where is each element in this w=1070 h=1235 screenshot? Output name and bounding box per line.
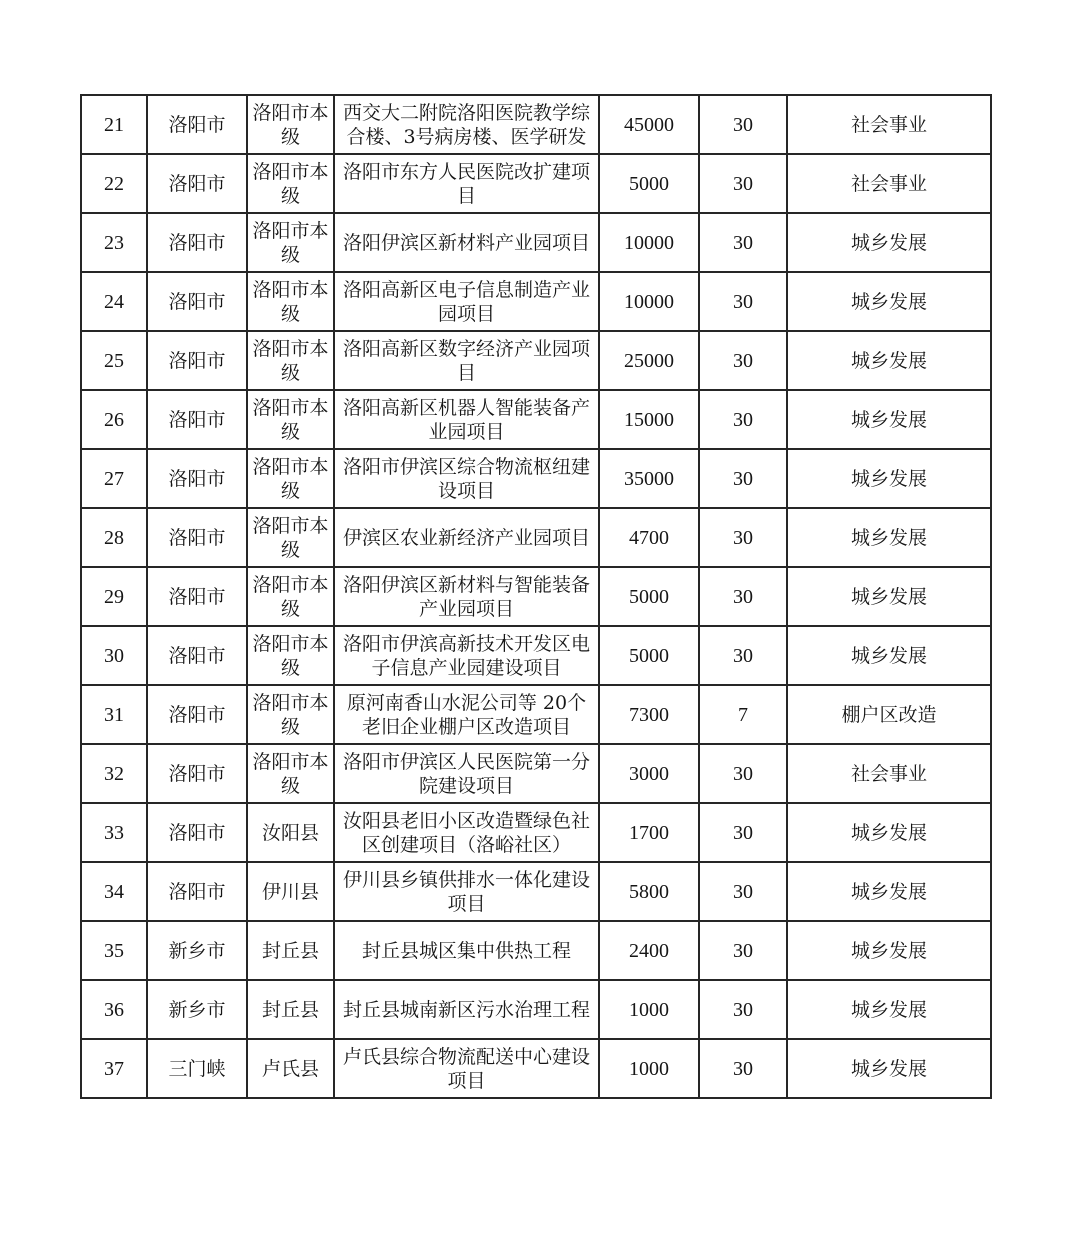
county-cell: 洛阳市本级	[247, 744, 334, 803]
project-name-cell	[334, 213, 599, 272]
city-cell: 洛阳市	[147, 685, 247, 744]
amount-cell: 1000	[599, 1039, 699, 1098]
project-name-cell	[334, 95, 599, 154]
city-cell: 洛阳市	[147, 390, 247, 449]
city-cell: 洛阳市	[147, 449, 247, 508]
row-number-cell: 26	[81, 390, 147, 449]
category-cell: 城乡发展	[787, 213, 991, 272]
project-name-cell	[334, 685, 599, 744]
amount-cell: 45000	[599, 95, 699, 154]
row-number-cell: 33	[81, 803, 147, 862]
county-cell: 洛阳市本级	[247, 213, 334, 272]
amount-cell: 25000	[599, 331, 699, 390]
category-cell: 棚户区改造	[787, 685, 991, 744]
category-cell: 城乡发展	[787, 390, 991, 449]
row-number-cell: 36	[81, 980, 147, 1039]
city-cell: 三门峡	[147, 1039, 247, 1098]
category-cell: 城乡发展	[787, 508, 991, 567]
category-cell: 城乡发展	[787, 449, 991, 508]
project-name-text: 洛阳伊滨区新材料与智能装备产业园项目	[343, 573, 590, 620]
table-row	[81, 862, 991, 921]
term-years-cell: 30	[699, 331, 787, 390]
county-cell: 洛阳市本级	[247, 272, 334, 331]
city-cell: 洛阳市	[147, 95, 247, 154]
amount-cell: 10000	[599, 272, 699, 331]
project-name-text: 伊滨区农业新经济产业园项目	[343, 526, 590, 549]
county-cell: 封丘县	[247, 980, 334, 1039]
table-row	[81, 685, 991, 744]
project-name-cell	[334, 862, 599, 921]
project-name-cell	[334, 449, 599, 508]
project-name-cell	[334, 1039, 599, 1098]
category-cell: 城乡发展	[787, 626, 991, 685]
project-name-cell	[334, 803, 599, 862]
city-cell: 洛阳市	[147, 626, 247, 685]
project-name-text: 洛阳市伊滨区人民医院第一分院建设项目	[343, 750, 590, 797]
project-name-text: 洛阳市伊滨高新技术开发区电子信息产业园建设项目	[343, 632, 590, 679]
row-number-cell: 32	[81, 744, 147, 803]
project-name-text: 卢氏县综合物流配送中心建设项目	[343, 1045, 590, 1092]
table-row	[81, 980, 991, 1039]
row-number-cell: 22	[81, 154, 147, 213]
city-cell: 洛阳市	[147, 272, 247, 331]
project-name-text: 洛阳高新区电子信息制造产业园项目	[343, 278, 590, 325]
table-row	[81, 508, 991, 567]
project-name-cell	[334, 154, 599, 213]
project-table	[80, 94, 992, 1099]
term-years-cell: 30	[699, 862, 787, 921]
term-years-cell: 30	[699, 921, 787, 980]
project-name-text: 封丘县城南新区污水治理工程	[343, 998, 590, 1021]
category-cell: 城乡发展	[787, 980, 991, 1039]
project-name-text: 伊川县乡镇供排水一体化建设项目	[343, 868, 590, 915]
city-cell: 洛阳市	[147, 803, 247, 862]
table-row	[81, 331, 991, 390]
row-number-cell: 24	[81, 272, 147, 331]
table-row	[81, 1039, 991, 1098]
county-cell: 汝阳县	[247, 803, 334, 862]
table-row	[81, 154, 991, 213]
table-row	[81, 213, 991, 272]
category-cell: 社会事业	[787, 744, 991, 803]
project-name-cell	[334, 508, 599, 567]
county-cell: 洛阳市本级	[247, 685, 334, 744]
amount-cell: 15000	[599, 390, 699, 449]
term-years-cell: 7	[699, 685, 787, 744]
project-name-text: 原河南香山水泥公司等 20个老旧企业棚户区改造项目	[346, 691, 587, 738]
county-cell: 伊川县	[247, 862, 334, 921]
table-row	[81, 390, 991, 449]
term-years-cell: 30	[699, 449, 787, 508]
city-cell: 洛阳市	[147, 331, 247, 390]
term-years-cell: 30	[699, 272, 787, 331]
city-cell: 洛阳市	[147, 862, 247, 921]
category-cell: 城乡发展	[787, 272, 991, 331]
row-number-cell: 30	[81, 626, 147, 685]
amount-cell: 1000	[599, 980, 699, 1039]
city-cell: 新乡市	[147, 921, 247, 980]
row-number-cell: 23	[81, 213, 147, 272]
table-row	[81, 744, 991, 803]
term-years-cell: 30	[699, 390, 787, 449]
row-number-cell: 21	[81, 95, 147, 154]
category-cell: 城乡发展	[787, 862, 991, 921]
county-cell: 洛阳市本级	[247, 449, 334, 508]
category-cell: 社会事业	[787, 154, 991, 213]
project-name-cell	[334, 626, 599, 685]
term-years-cell: 30	[699, 213, 787, 272]
category-cell: 城乡发展	[787, 331, 991, 390]
row-number-cell: 25	[81, 331, 147, 390]
amount-cell: 5000	[599, 567, 699, 626]
table-row	[81, 626, 991, 685]
county-cell: 封丘县	[247, 921, 334, 980]
category-cell: 社会事业	[787, 95, 991, 154]
city-cell: 洛阳市	[147, 744, 247, 803]
table-row	[81, 803, 991, 862]
county-cell: 洛阳市本级	[247, 508, 334, 567]
amount-cell: 5000	[599, 154, 699, 213]
amount-cell: 2400	[599, 921, 699, 980]
county-cell: 洛阳市本级	[247, 390, 334, 449]
project-name-cell	[334, 921, 599, 980]
table-row	[81, 567, 991, 626]
row-number-cell: 35	[81, 921, 147, 980]
amount-cell: 5000	[599, 626, 699, 685]
project-name-text: 洛阳高新区机器人智能装备产业园项目	[343, 396, 590, 443]
city-cell: 洛阳市	[147, 508, 247, 567]
category-cell: 城乡发展	[787, 1039, 991, 1098]
term-years-cell: 30	[699, 567, 787, 626]
amount-cell: 1700	[599, 803, 699, 862]
county-cell: 洛阳市本级	[247, 331, 334, 390]
amount-cell: 3000	[599, 744, 699, 803]
project-table-page	[80, 94, 990, 1099]
amount-cell: 4700	[599, 508, 699, 567]
term-years-cell: 30	[699, 803, 787, 862]
project-name-cell	[334, 744, 599, 803]
row-number-cell: 37	[81, 1039, 147, 1098]
row-number-cell: 31	[81, 685, 147, 744]
county-cell: 洛阳市本级	[247, 154, 334, 213]
project-name-text: 汝阳县老旧小区改造暨绿色社区创建项目（洛峪社区）	[343, 809, 590, 856]
term-years-cell: 30	[699, 508, 787, 567]
city-cell: 洛阳市	[147, 154, 247, 213]
amount-cell: 7300	[599, 685, 699, 744]
table-row	[81, 95, 991, 154]
project-name-cell	[334, 980, 599, 1039]
city-cell: 新乡市	[147, 980, 247, 1039]
county-cell: 洛阳市本级	[247, 626, 334, 685]
term-years-cell: 30	[699, 744, 787, 803]
term-years-cell: 30	[699, 95, 787, 154]
row-number-cell: 34	[81, 862, 147, 921]
project-name-text: 洛阳市东方人民医院改扩建项目	[343, 160, 590, 207]
project-name-text: 洛阳高新区数字经济产业园项目	[343, 337, 590, 384]
row-number-cell: 29	[81, 567, 147, 626]
row-number-cell: 27	[81, 449, 147, 508]
term-years-cell: 30	[699, 980, 787, 1039]
amount-cell: 35000	[599, 449, 699, 508]
table-row	[81, 272, 991, 331]
project-name-text: 洛阳市伊滨区综合物流枢纽建设项目	[343, 455, 590, 502]
category-cell: 城乡发展	[787, 921, 991, 980]
category-cell: 城乡发展	[787, 567, 991, 626]
county-cell: 卢氏县	[247, 1039, 334, 1098]
amount-cell: 5800	[599, 862, 699, 921]
term-years-cell: 30	[699, 154, 787, 213]
amount-cell: 10000	[599, 213, 699, 272]
term-years-cell: 30	[699, 1039, 787, 1098]
term-years-cell: 30	[699, 626, 787, 685]
project-name-cell	[334, 390, 599, 449]
project-name-text: 封丘县城区集中供热工程	[361, 939, 571, 962]
project-name-text: 西交大二附院洛阳医院教学综合楼、3号病房楼、医学研发	[343, 101, 590, 148]
project-name-cell	[334, 272, 599, 331]
project-name-cell	[334, 567, 599, 626]
project-name-cell	[334, 331, 599, 390]
project-table-body	[81, 95, 991, 1098]
table-row	[81, 449, 991, 508]
city-cell: 洛阳市	[147, 567, 247, 626]
county-cell: 洛阳市本级	[247, 95, 334, 154]
category-cell: 城乡发展	[787, 803, 991, 862]
table-row	[81, 921, 991, 980]
row-number-cell: 28	[81, 508, 147, 567]
project-name-text: 洛阳伊滨区新材料产业园项目	[343, 231, 590, 254]
county-cell: 洛阳市本级	[247, 567, 334, 626]
city-cell: 洛阳市	[147, 213, 247, 272]
